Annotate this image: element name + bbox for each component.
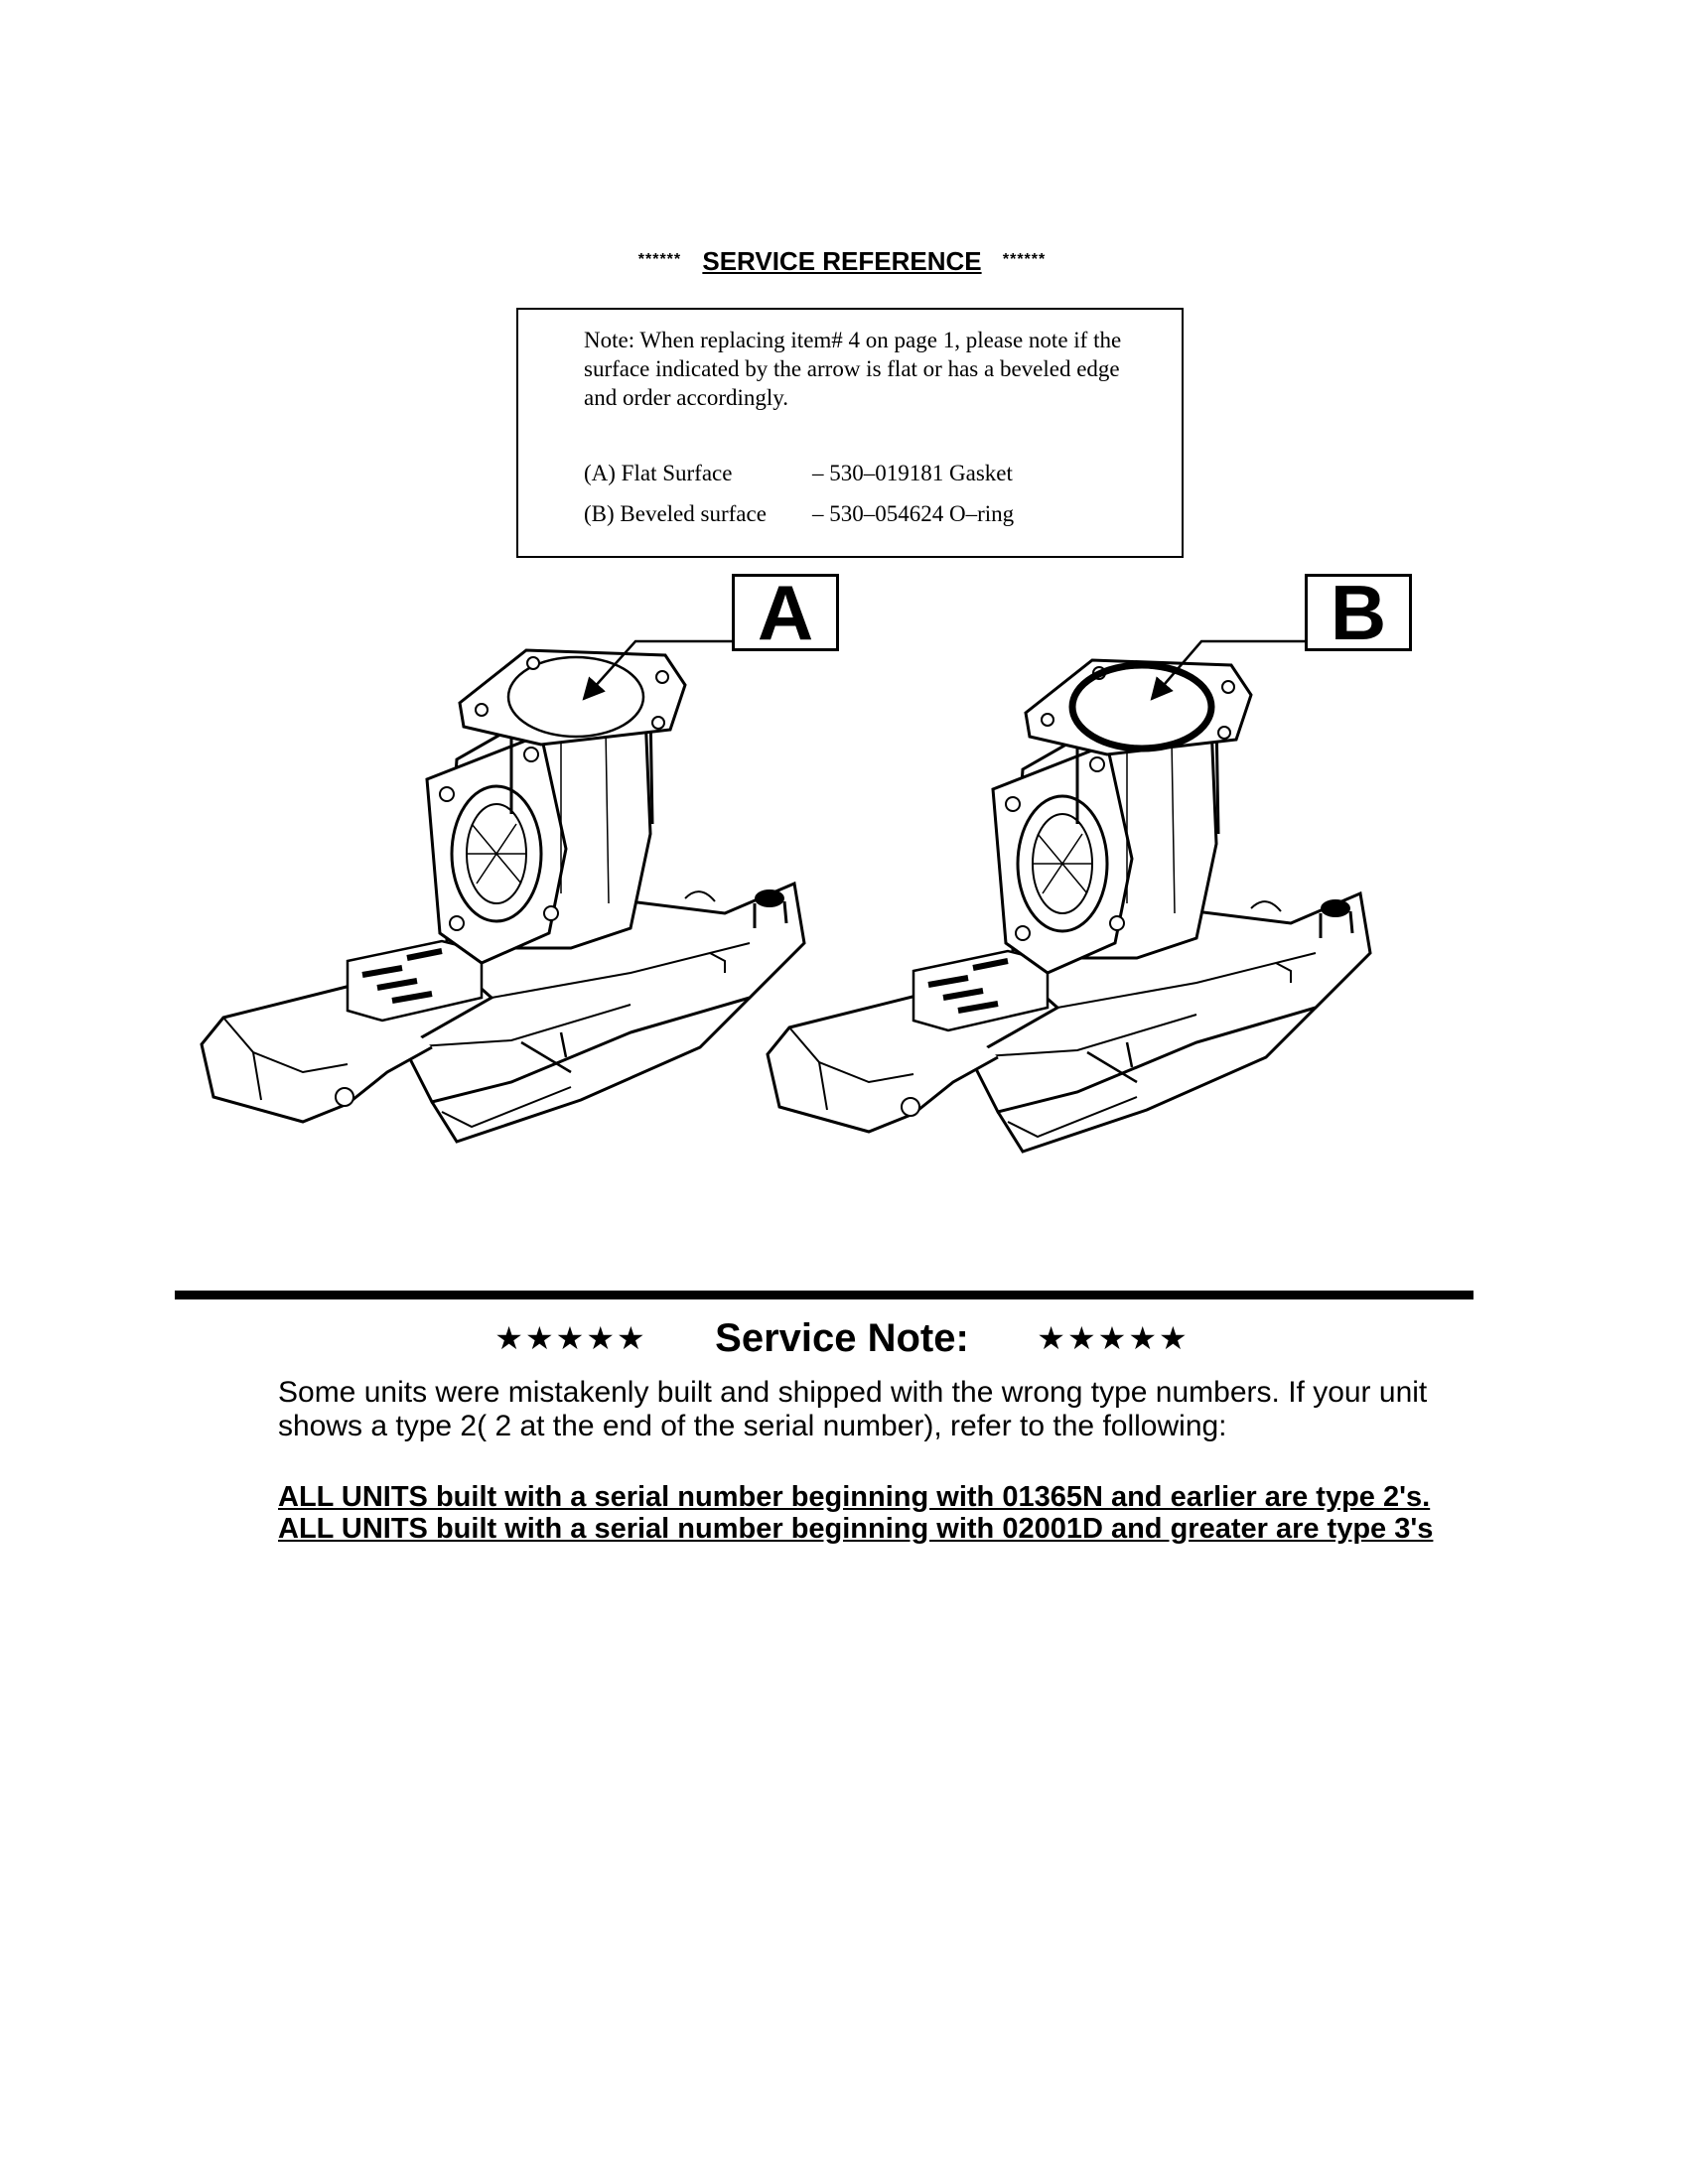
option-a-part: – 530–019181 Gasket <box>812 461 1013 485</box>
serial-rule-type-2: ALL UNITS built with a serial number beginning with 01365N and earlier are type 2's. <box>278 1481 1431 1513</box>
serial-rule-type-3: ALL UNITS built with a serial number beginning with 02001D and greater are type 3's <box>278 1513 1434 1545</box>
option-b-label: (B) Beveled surface <box>584 501 767 526</box>
diagram-b <box>768 641 1370 1152</box>
service-reference-title: SERVICE REFERENCE <box>702 246 982 276</box>
service-note-stars-left: ★★★★★ <box>494 1319 647 1357</box>
option-a-label: (A) Flat Surface <box>584 461 733 485</box>
housing-b-drawing <box>768 660 1370 1152</box>
note-text: Note: When replacing item# 4 on page 1, please note if the surface indicated by the arrow is flat or has a beveled edge and order accordingly. <box>584 328 1122 410</box>
label-box-a: A <box>732 574 839 651</box>
heading-stars-right: ****** <box>1002 251 1047 268</box>
service-note-heading <box>0 1316 1684 1361</box>
service-note-stars-right: ★★★★★ <box>1037 1319 1190 1357</box>
diagram-a <box>202 641 804 1142</box>
section-divider <box>175 1291 1474 1299</box>
label-box-b: B <box>1305 574 1412 651</box>
service-note-title: Service Note: <box>715 1316 969 1360</box>
heading-stars-left: ****** <box>637 251 682 268</box>
service-note-body: Some units were mistakenly built and shipped with the wrong type numbers. If your unit shows a type 2( 2 at the end of the serial number), refer to the following: <box>278 1376 1428 1442</box>
housing-a-drawing <box>202 650 804 1142</box>
option-b-part: – 530–054624 O–ring <box>812 501 1015 526</box>
